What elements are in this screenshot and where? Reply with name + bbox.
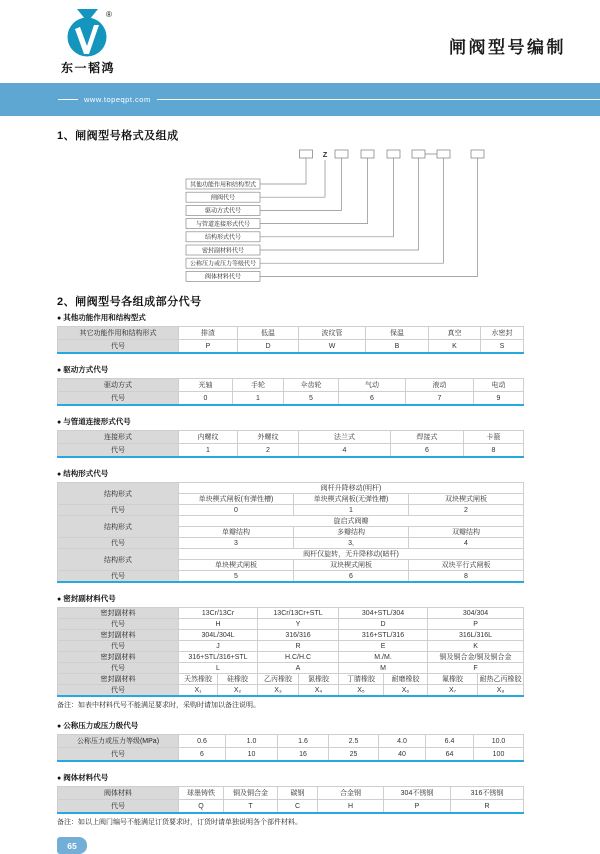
row-label-cell: 结构形式 <box>58 549 179 571</box>
data-cell: X₅ <box>339 685 384 697</box>
data-cell: 304+STL/304 <box>339 608 428 619</box>
bullet-icon: ● <box>57 419 62 426</box>
data-cell: X₄ <box>299 685 339 697</box>
data-cell: 单块楔式闸板(无弹性槽) <box>294 494 409 505</box>
data-cell: 316+STL/316+STL <box>179 652 258 663</box>
table-row <box>58 327 524 340</box>
table-row <box>58 444 524 458</box>
data-cell: R <box>451 800 524 814</box>
data-cell: 13Cr/13Cr <box>179 608 258 619</box>
row-label-cell: 代号 <box>58 619 179 630</box>
table-title-text: 与管道连接形式代号 <box>63 417 131 426</box>
data-cell: W <box>299 340 366 354</box>
data-cell: Y <box>258 619 339 630</box>
diagram-label: 驱动方式代号 <box>204 208 242 215</box>
data-cell: 4.0 <box>379 735 426 748</box>
code-table <box>57 482 524 583</box>
table-row <box>58 516 524 527</box>
data-cell: 6 <box>391 444 464 458</box>
bullet-icon: ● <box>57 775 62 782</box>
data-cell: 硅橡胶 <box>218 674 258 685</box>
logo-mark-icon <box>65 8 111 58</box>
data-cell: H.C/H.C <box>258 652 339 663</box>
data-cell: K <box>429 340 481 354</box>
data-cell: 6 <box>179 748 226 762</box>
data-cell: B <box>366 340 429 354</box>
diagram-label: 与管道连接形式代号 <box>195 221 251 228</box>
data-cell: T <box>224 800 278 814</box>
section-2-heading: 2、闸阀型号各组成部分代号 <box>57 296 202 308</box>
row-label-cell: 其它功能作用和结构形式 <box>58 327 179 340</box>
data-cell: 2 <box>238 444 299 458</box>
row-label-cell: 代号 <box>58 663 179 674</box>
data-cell: 316/316 <box>258 630 339 641</box>
table-title <box>57 312 543 323</box>
data-cell: 6 <box>339 392 406 406</box>
data-cell: J <box>179 641 258 652</box>
data-cell: 1 <box>294 505 409 516</box>
data-cell: 双块楔式闸板 <box>409 494 524 505</box>
code-table <box>57 786 524 814</box>
table-row <box>58 549 524 560</box>
banner-line-left <box>58 99 78 100</box>
data-cell: X₇ <box>428 685 478 697</box>
table-title <box>57 772 543 783</box>
data-cell: 16 <box>278 748 329 762</box>
diagram-label: 其他功能作用和结构型式 <box>189 182 257 189</box>
data-cell: X₈ <box>478 685 524 697</box>
format-box <box>387 150 400 158</box>
data-cell: 316+STL/316 <box>339 630 428 641</box>
leader-line <box>260 158 306 184</box>
data-cell: 卡箍 <box>464 431 524 444</box>
diagram-label: 闸阀代号 <box>210 195 236 202</box>
data-cell: 100 <box>474 748 524 762</box>
data-cell: 1.6 <box>278 735 329 748</box>
data-cell: A <box>258 663 339 674</box>
table-row <box>58 748 524 762</box>
registered-trademark-icon: ® <box>106 10 112 19</box>
data-cell: F <box>428 663 524 674</box>
diagram-label: 密封副材料代号 <box>201 248 245 255</box>
data-cell: 液动 <box>406 379 474 392</box>
table-title-text: 驱动方式代号 <box>63 365 109 374</box>
leader-line <box>260 158 478 276</box>
leader-line <box>260 160 325 197</box>
data-cell: L <box>179 663 258 674</box>
row-label-cell: 代号 <box>58 444 179 458</box>
table-remark: 备注：如以上阀门编号不能满足订货要求时，订货时请单独说明各个部件材料。 <box>57 819 302 826</box>
format-box <box>361 150 374 158</box>
table-row <box>58 735 524 748</box>
code-table-section <box>57 720 543 762</box>
data-cell: 1.0 <box>226 735 278 748</box>
row-label-cell: 结构形式 <box>58 483 179 505</box>
data-cell: 保温 <box>366 327 429 340</box>
format-box <box>335 150 348 158</box>
data-cell: E <box>339 641 428 652</box>
diagram-label: 阀体材料代号 <box>204 274 242 281</box>
page-number-badge: 65 <box>57 837 87 854</box>
format-box <box>437 150 450 158</box>
table-title-text: 其他功能作用和结构型式 <box>63 313 146 322</box>
bullet-icon: ● <box>57 723 62 730</box>
row-label-cell: 密封副材料 <box>58 630 179 641</box>
site-banner <box>0 83 600 116</box>
row-label-cell: 代号 <box>58 392 179 406</box>
code-table <box>57 734 524 762</box>
data-cell: 单瓣结构 <box>179 527 294 538</box>
data-cell: 手轮 <box>233 379 284 392</box>
data-cell: 外螺纹 <box>238 431 299 444</box>
banner-line-right <box>157 99 600 100</box>
data-cell: 4 <box>409 538 524 549</box>
data-cell: 2.5 <box>329 735 379 748</box>
data-cell: X₃ <box>258 685 299 697</box>
table-title-text: 公称压力或压力级代号 <box>63 721 139 730</box>
data-cell: 64 <box>426 748 474 762</box>
table-row <box>58 652 524 663</box>
data-cell: 伞齿轮 <box>284 379 339 392</box>
data-cell: Q <box>179 800 224 814</box>
data-cell: 耐磨橡胶 <box>384 674 428 685</box>
format-box <box>300 150 313 158</box>
data-cell: 双块平行式闸板 <box>409 560 524 571</box>
data-cell: 天然橡胶 <box>179 674 218 685</box>
data-cell: 40 <box>379 748 426 762</box>
data-cell: 多瓣结构 <box>294 527 409 538</box>
company-logo <box>53 8 123 76</box>
table-title-text: 结构形式代号 <box>63 469 109 478</box>
banner-rule <box>0 95 600 104</box>
data-cell: 13Cr/13Cr+STL <box>258 608 339 619</box>
data-cell: 光轴 <box>179 379 233 392</box>
table-row <box>58 431 524 444</box>
code-table-section <box>57 593 543 710</box>
table-row <box>58 641 524 652</box>
data-cell: 碳钢 <box>278 787 318 800</box>
valve-code-symbol: Z <box>322 150 328 159</box>
code-tables <box>57 312 543 827</box>
data-cell: 304L/304L <box>179 630 258 641</box>
data-cell: P <box>384 800 451 814</box>
code-table-section <box>57 468 543 583</box>
data-cell: C <box>278 800 318 814</box>
data-cell: 耐热乙丙橡胶 <box>478 674 524 685</box>
data-cell: 焊接式 <box>391 431 464 444</box>
data-cell: 铜及铜合金 <box>224 787 278 800</box>
data-cell: M <box>339 663 428 674</box>
data-cell: 阀杆仅旋转，无升降移动(暗杆) <box>179 549 524 560</box>
row-label-cell: 密封副材料 <box>58 674 179 685</box>
data-cell: K <box>428 641 524 652</box>
table-remark: 备注：如表中材料代号不能满足要求时，采购时请加以备注说明。 <box>57 702 260 709</box>
data-cell: 5 <box>284 392 339 406</box>
data-cell: 6 <box>294 571 409 583</box>
data-cell: D <box>238 340 299 354</box>
row-label-cell: 代号 <box>58 340 179 354</box>
data-cell: 球墨铸铁 <box>179 787 224 800</box>
data-cell: 排渣 <box>179 327 238 340</box>
table-row <box>58 685 524 697</box>
table-title-text: 阀体材料代号 <box>63 773 109 782</box>
row-label-cell: 代号 <box>58 685 179 697</box>
data-cell: 1 <box>233 392 284 406</box>
row-label-cell: 代号 <box>58 505 179 516</box>
page-header <box>0 0 600 83</box>
table-row <box>58 787 524 800</box>
bullet-icon: ● <box>57 367 62 374</box>
row-label-cell: 密封副材料 <box>58 608 179 619</box>
code-table <box>57 378 524 406</box>
table-row <box>58 483 524 494</box>
data-cell: 6.4 <box>426 735 474 748</box>
data-cell: H <box>318 800 384 814</box>
code-table <box>57 430 524 458</box>
format-box <box>471 150 484 158</box>
data-cell: 旋启式阀瓣 <box>179 516 524 527</box>
table-row <box>58 674 524 685</box>
data-cell: 波纹管 <box>299 327 366 340</box>
table-row <box>58 800 524 814</box>
data-cell: 1 <box>179 444 238 458</box>
data-cell: 3, <box>294 538 409 549</box>
code-table-section <box>57 416 543 458</box>
data-cell: 4 <box>299 444 391 458</box>
row-label-cell: 代号 <box>58 571 179 583</box>
leader-line <box>260 158 419 250</box>
data-cell: 单块楔式闸板(有弹性槽) <box>179 494 294 505</box>
data-cell: 法兰式 <box>299 431 391 444</box>
data-cell: S <box>481 340 524 354</box>
table-row <box>58 619 524 630</box>
data-cell: 7 <box>406 392 474 406</box>
code-table <box>57 607 524 697</box>
table-row <box>58 340 524 354</box>
code-table <box>57 326 524 354</box>
model-format-diagram <box>0 146 600 290</box>
data-cell: 低温 <box>238 327 299 340</box>
site-url: www.topeqpt.com <box>84 95 151 104</box>
section-1-heading: 1、闸阀型号格式及组成 <box>57 130 179 142</box>
data-cell: 8 <box>409 571 524 583</box>
page-title: 闸阀型号编制 <box>449 38 566 57</box>
data-cell: X₂ <box>218 685 258 697</box>
data-cell: 0.6 <box>179 735 226 748</box>
row-label-cell: 代号 <box>58 800 179 814</box>
table-row <box>58 608 524 619</box>
data-cell: 气动 <box>339 379 406 392</box>
data-cell: 304/304 <box>428 608 524 619</box>
row-label-cell: 代号 <box>58 538 179 549</box>
bullet-icon: ● <box>57 471 62 478</box>
table-title <box>57 468 543 479</box>
table-row <box>58 538 524 549</box>
bullet-icon: ● <box>57 596 62 603</box>
row-label-cell: 阀体材料 <box>58 787 179 800</box>
data-cell: 3 <box>179 538 294 549</box>
data-cell: R <box>258 641 339 652</box>
data-cell: 25 <box>329 748 379 762</box>
data-cell: 316L/316L <box>428 630 524 641</box>
data-cell: 铜及铜合金/铜及铜合金 <box>428 652 524 663</box>
data-cell: 304不锈钢 <box>384 787 451 800</box>
data-cell: 双块楔式闸板 <box>294 560 409 571</box>
logo-text: 东一韬鸿 <box>60 61 115 75</box>
data-cell: 合金钢 <box>318 787 384 800</box>
data-cell: H <box>179 619 258 630</box>
table-title <box>57 364 543 375</box>
data-cell: 0 <box>179 392 233 406</box>
code-table-section <box>57 772 543 827</box>
data-cell: 电动 <box>474 379 524 392</box>
data-cell: M./M. <box>339 652 428 663</box>
table-row <box>58 392 524 406</box>
table-title-text: 密封副材料代号 <box>63 594 116 603</box>
data-cell: 5 <box>179 571 294 583</box>
data-cell: 乙丙橡胶 <box>258 674 299 685</box>
data-cell: X₆ <box>384 685 428 697</box>
data-cell: 内螺纹 <box>179 431 238 444</box>
page-body <box>0 116 600 854</box>
table-row <box>58 663 524 674</box>
data-cell: 真空 <box>429 327 481 340</box>
table-title <box>57 720 543 731</box>
data-cell: 9 <box>474 392 524 406</box>
data-cell: 氟橡胶 <box>428 674 478 685</box>
data-cell: P <box>428 619 524 630</box>
data-cell: 阀杆升降移动(明杆) <box>179 483 524 494</box>
data-cell: 10.0 <box>474 735 524 748</box>
row-label-cell: 公称压力或压力等级(MPa) <box>58 735 179 748</box>
table-title <box>57 416 543 427</box>
row-label-cell: 代号 <box>58 641 179 652</box>
code-table-section <box>57 364 543 406</box>
table-row <box>58 379 524 392</box>
data-cell: X₁ <box>179 685 218 697</box>
leader-line <box>260 158 368 224</box>
row-label-cell: 密封副材料 <box>58 652 179 663</box>
data-cell: 2 <box>409 505 524 516</box>
diagram-label: 公称压力或压力等级代号 <box>189 261 257 268</box>
format-box <box>412 150 425 158</box>
diagram-label: 结构形式代号 <box>204 235 242 242</box>
data-cell: D <box>339 619 428 630</box>
row-label-cell: 驱动方式 <box>58 379 179 392</box>
row-label-cell: 连接形式 <box>58 431 179 444</box>
table-title <box>57 593 543 604</box>
data-cell: 10 <box>226 748 278 762</box>
data-cell: 双瓣结构 <box>409 527 524 538</box>
code-table-section <box>57 312 543 354</box>
data-cell: 水密封 <box>481 327 524 340</box>
data-cell: 0 <box>179 505 294 516</box>
data-cell: 单块楔式闸板 <box>179 560 294 571</box>
table-row <box>58 505 524 516</box>
row-label-cell: 代号 <box>58 748 179 762</box>
data-cell: 316不锈钢 <box>451 787 524 800</box>
format-diagram-svg <box>0 146 600 290</box>
data-cell: P <box>179 340 238 354</box>
table-row <box>58 630 524 641</box>
data-cell: 丁腈橡胶 <box>339 674 384 685</box>
row-label-cell: 结构形式 <box>58 516 179 538</box>
bullet-icon: ● <box>57 315 62 322</box>
data-cell: 氯橡胶 <box>299 674 339 685</box>
data-cell: 8 <box>464 444 524 458</box>
table-row <box>58 571 524 583</box>
